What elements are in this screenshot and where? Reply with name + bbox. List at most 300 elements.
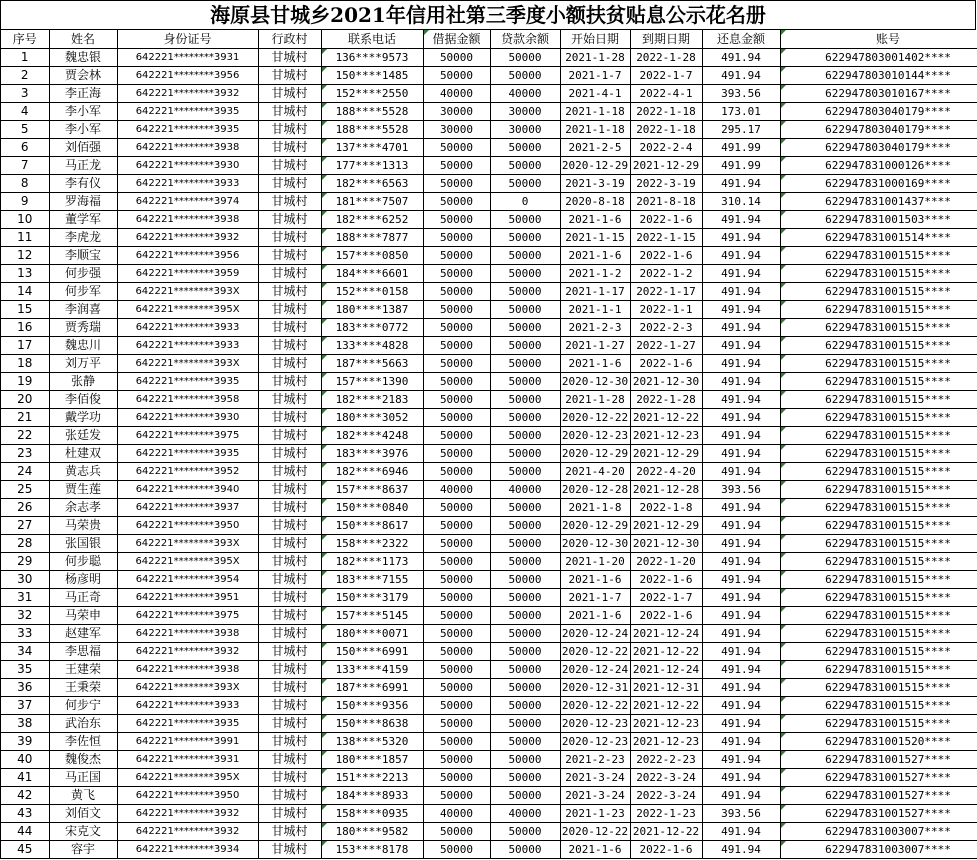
cell-balance[interactable]: 50000 — [490, 211, 560, 229]
cell-phone[interactable]: 182****6252 — [321, 211, 423, 229]
cell-loan-amount[interactable]: 50000 — [423, 499, 490, 517]
cell-village[interactable]: 甘城村 — [258, 265, 321, 283]
cell-due-date[interactable]: 2022-1-17 — [630, 283, 702, 301]
cell-name[interactable]: 何步强 — [49, 265, 117, 283]
cell-phone[interactable]: 180****1857 — [321, 751, 423, 769]
cell-start-date[interactable]: 2021-1-6 — [560, 607, 630, 625]
cell-seq[interactable]: 43 — [1, 805, 49, 823]
cell-seq[interactable]: 12 — [1, 247, 49, 265]
cell-seq[interactable]: 2 — [1, 67, 49, 85]
cell-id-number[interactable]: 642221********3975 — [117, 427, 258, 445]
cell-interest[interactable]: 491.94 — [702, 337, 780, 355]
cell-due-date[interactable]: 2021-12-22 — [630, 409, 702, 427]
cell-seq[interactable]: 38 — [1, 715, 49, 733]
cell-start-date[interactable]: 2020-12-30 — [560, 373, 630, 391]
cell-name[interactable]: 马正国 — [49, 769, 117, 787]
cell-phone[interactable]: 158****2322 — [321, 535, 423, 553]
cell-seq[interactable]: 3 — [1, 85, 49, 103]
cell-village[interactable]: 甘城村 — [258, 121, 321, 139]
cell-name[interactable]: 王秉荣 — [49, 679, 117, 697]
cell-village[interactable]: 甘城村 — [258, 823, 321, 841]
cell-id-number[interactable]: 642221********3933 — [117, 319, 258, 337]
cell-loan-amount[interactable]: 40000 — [423, 805, 490, 823]
cell-account[interactable]: 622947831001514**** — [780, 229, 977, 247]
cell-due-date[interactable]: 2021-8-18 — [630, 193, 702, 211]
cell-loan-amount[interactable]: 50000 — [423, 391, 490, 409]
cell-start-date[interactable]: 2021-1-23 — [560, 805, 630, 823]
cell-village[interactable]: 甘城村 — [258, 805, 321, 823]
cell-seq[interactable]: 5 — [1, 121, 49, 139]
cell-id-number[interactable]: 642221********3975 — [117, 607, 258, 625]
cell-start-date[interactable]: 2021-1-7 — [560, 589, 630, 607]
cell-loan-amount[interactable]: 50000 — [423, 283, 490, 301]
cell-balance[interactable]: 50000 — [490, 283, 560, 301]
cell-phone[interactable]: 177****1313 — [321, 157, 423, 175]
cell-account[interactable]: 622947831001515**** — [780, 589, 977, 607]
cell-phone[interactable]: 180****1387 — [321, 301, 423, 319]
cell-due-date[interactable]: 2021-12-22 — [630, 643, 702, 661]
cell-start-date[interactable]: 2021-1-8 — [560, 499, 630, 517]
cell-account[interactable]: 622947803010144**** — [780, 67, 977, 85]
cell-loan-amount[interactable]: 50000 — [423, 769, 490, 787]
cell-seq[interactable]: 34 — [1, 643, 49, 661]
cell-village[interactable]: 甘城村 — [258, 139, 321, 157]
cell-account[interactable]: 622947831001520**** — [780, 733, 977, 751]
cell-id-number[interactable]: 642221********3935 — [117, 103, 258, 121]
cell-id-number[interactable]: 642221********3933 — [117, 175, 258, 193]
cell-id-number[interactable]: 642221********3935 — [117, 121, 258, 139]
cell-start-date[interactable]: 2021-1-1 — [560, 301, 630, 319]
cell-name[interactable]: 何步军 — [49, 283, 117, 301]
cell-balance[interactable]: 50000 — [490, 373, 560, 391]
cell-account[interactable]: 622947831001515**** — [780, 481, 977, 499]
cell-name[interactable]: 王建荣 — [49, 661, 117, 679]
cell-account[interactable]: 622947831001527**** — [780, 751, 977, 769]
cell-balance[interactable]: 40000 — [490, 481, 560, 499]
cell-village[interactable]: 甘城村 — [258, 625, 321, 643]
cell-start-date[interactable]: 2020-12-23 — [560, 427, 630, 445]
cell-due-date[interactable]: 2022-1-7 — [630, 67, 702, 85]
cell-name[interactable]: 何步聪 — [49, 553, 117, 571]
cell-interest[interactable]: 491.94 — [702, 301, 780, 319]
cell-account[interactable]: 622947831001515**** — [780, 553, 977, 571]
cell-start-date[interactable]: 2020-12-29 — [560, 445, 630, 463]
cell-start-date[interactable]: 2021-1-7 — [560, 67, 630, 85]
cell-village[interactable]: 甘城村 — [258, 553, 321, 571]
cell-interest[interactable]: 310.14 — [702, 193, 780, 211]
cell-balance[interactable]: 50000 — [490, 391, 560, 409]
cell-balance[interactable]: 50000 — [490, 229, 560, 247]
cell-loan-amount[interactable]: 50000 — [423, 607, 490, 625]
cell-balance[interactable]: 50000 — [490, 139, 560, 157]
cell-interest[interactable]: 393.56 — [702, 805, 780, 823]
cell-interest[interactable]: 491.94 — [702, 643, 780, 661]
cell-account[interactable]: 622947831001503**** — [780, 211, 977, 229]
cell-village[interactable]: 甘城村 — [258, 607, 321, 625]
cell-account[interactable]: 622947803040179**** — [780, 121, 977, 139]
cell-name[interactable]: 戴学功 — [49, 409, 117, 427]
cell-loan-amount[interactable]: 50000 — [423, 337, 490, 355]
cell-interest[interactable]: 491.94 — [702, 49, 780, 67]
cell-seq[interactable]: 29 — [1, 553, 49, 571]
cell-village[interactable]: 甘城村 — [258, 463, 321, 481]
cell-village[interactable]: 甘城村 — [258, 535, 321, 553]
cell-start-date[interactable]: 2021-2-3 — [560, 319, 630, 337]
cell-village[interactable]: 甘城村 — [258, 193, 321, 211]
cell-balance[interactable]: 50000 — [490, 427, 560, 445]
cell-seq[interactable]: 15 — [1, 301, 49, 319]
cell-seq[interactable]: 22 — [1, 427, 49, 445]
cell-name[interactable]: 马正龙 — [49, 157, 117, 175]
cell-village[interactable]: 甘城村 — [258, 157, 321, 175]
cell-due-date[interactable]: 2022-1-15 — [630, 229, 702, 247]
cell-id-number[interactable]: 642221********3956 — [117, 247, 258, 265]
cell-account[interactable]: 622947831001515**** — [780, 607, 977, 625]
cell-name[interactable]: 李思福 — [49, 643, 117, 661]
cell-loan-amount[interactable]: 50000 — [423, 49, 490, 67]
cell-account[interactable]: 622947831000126**** — [780, 157, 977, 175]
cell-due-date[interactable]: 2022-4-1 — [630, 85, 702, 103]
cell-loan-amount[interactable]: 50000 — [423, 193, 490, 211]
cell-name[interactable]: 罗海福 — [49, 193, 117, 211]
cell-id-number[interactable]: 642221********3938 — [117, 625, 258, 643]
cell-id-number[interactable]: 642221********3931 — [117, 751, 258, 769]
cell-interest[interactable]: 491.94 — [702, 841, 780, 859]
cell-id-number[interactable]: 642221********3937 — [117, 499, 258, 517]
cell-name[interactable]: 马荣申 — [49, 607, 117, 625]
cell-due-date[interactable]: 2022-1-2 — [630, 265, 702, 283]
cell-due-date[interactable]: 2022-1-18 — [630, 121, 702, 139]
cell-start-date[interactable]: 2020-12-24 — [560, 625, 630, 643]
cell-balance[interactable]: 50000 — [490, 301, 560, 319]
cell-account[interactable]: 622947831001527**** — [780, 769, 977, 787]
cell-interest[interactable]: 491.94 — [702, 715, 780, 733]
cell-account[interactable]: 622947831001515**** — [780, 535, 977, 553]
cell-start-date[interactable]: 2021-3-24 — [560, 787, 630, 805]
cell-phone[interactable]: 157****8637 — [321, 481, 423, 499]
cell-start-date[interactable]: 2021-2-5 — [560, 139, 630, 157]
cell-phone[interactable]: 153****8178 — [321, 841, 423, 859]
cell-village[interactable]: 甘城村 — [258, 211, 321, 229]
cell-account[interactable]: 622947803010167**** — [780, 85, 977, 103]
cell-start-date[interactable]: 2021-1-2 — [560, 265, 630, 283]
cell-village[interactable]: 甘城村 — [258, 373, 321, 391]
cell-id-number[interactable]: 642221********395X — [117, 769, 258, 787]
cell-id-number[interactable]: 642221********3938 — [117, 139, 258, 157]
cell-loan-amount[interactable]: 50000 — [423, 751, 490, 769]
cell-due-date[interactable]: 2022-1-28 — [630, 391, 702, 409]
cell-seq[interactable]: 23 — [1, 445, 49, 463]
cell-phone[interactable]: 182****2183 — [321, 391, 423, 409]
cell-loan-amount[interactable]: 50000 — [423, 229, 490, 247]
cell-account[interactable]: 622947831001515**** — [780, 463, 977, 481]
cell-seq[interactable]: 27 — [1, 517, 49, 535]
cell-id-number[interactable]: 642221********3952 — [117, 463, 258, 481]
cell-village[interactable]: 甘城村 — [258, 175, 321, 193]
cell-due-date[interactable]: 2021-12-22 — [630, 697, 702, 715]
cell-loan-amount[interactable]: 50000 — [423, 445, 490, 463]
cell-interest[interactable]: 491.94 — [702, 283, 780, 301]
cell-interest[interactable]: 491.94 — [702, 427, 780, 445]
cell-phone[interactable]: 152****2550 — [321, 85, 423, 103]
cell-loan-amount[interactable]: 50000 — [423, 427, 490, 445]
cell-start-date[interactable]: 2020-12-29 — [560, 517, 630, 535]
cell-account[interactable]: 622947831001515**** — [780, 643, 977, 661]
cell-phone[interactable]: 150****9356 — [321, 697, 423, 715]
cell-start-date[interactable]: 2021-2-23 — [560, 751, 630, 769]
cell-id-number[interactable]: 642221********395X — [117, 553, 258, 571]
cell-start-date[interactable]: 2021-1-28 — [560, 49, 630, 67]
cell-id-number[interactable]: 642221********3938 — [117, 661, 258, 679]
cell-account[interactable]: 622947831001515**** — [780, 319, 977, 337]
cell-interest[interactable]: 491.94 — [702, 625, 780, 643]
cell-id-number[interactable]: 642221********3991 — [117, 733, 258, 751]
cell-name[interactable]: 刘佰强 — [49, 139, 117, 157]
column-header-loan-amount[interactable]: 借据金额 — [423, 30, 490, 49]
cell-start-date[interactable]: 2021-1-17 — [560, 283, 630, 301]
cell-balance[interactable]: 50000 — [490, 571, 560, 589]
cell-name[interactable]: 魏俊杰 — [49, 751, 117, 769]
cell-village[interactable]: 甘城村 — [258, 697, 321, 715]
cell-loan-amount[interactable]: 50000 — [423, 679, 490, 697]
cell-due-date[interactable]: 2022-2-3 — [630, 319, 702, 337]
cell-balance[interactable]: 40000 — [490, 805, 560, 823]
cell-due-date[interactable]: 2021-12-24 — [630, 625, 702, 643]
cell-account[interactable]: 622947831000169**** — [780, 175, 977, 193]
cell-phone[interactable]: 183****3976 — [321, 445, 423, 463]
cell-id-number[interactable]: 642221********393X — [117, 679, 258, 697]
cell-balance[interactable]: 50000 — [490, 49, 560, 67]
cell-id-number[interactable]: 642221********3934 — [117, 841, 258, 859]
cell-phone[interactable]: 151****2213 — [321, 769, 423, 787]
cell-balance[interactable]: 30000 — [490, 121, 560, 139]
cell-interest[interactable]: 491.94 — [702, 499, 780, 517]
cell-due-date[interactable]: 2022-1-23 — [630, 805, 702, 823]
cell-name[interactable]: 容宇 — [49, 841, 117, 859]
cell-due-date[interactable]: 2022-1-6 — [630, 841, 702, 859]
cell-id-number[interactable]: 642221********3930 — [117, 409, 258, 427]
cell-start-date[interactable]: 2020-8-18 — [560, 193, 630, 211]
cell-due-date[interactable]: 2022-1-28 — [630, 49, 702, 67]
cell-due-date[interactable]: 2021-12-23 — [630, 733, 702, 751]
cell-account[interactable]: 622947831001515**** — [780, 445, 977, 463]
cell-village[interactable]: 甘城村 — [258, 517, 321, 535]
cell-id-number[interactable]: 642221********393X — [117, 355, 258, 373]
cell-village[interactable]: 甘城村 — [258, 841, 321, 859]
cell-due-date[interactable]: 2021-12-29 — [630, 445, 702, 463]
cell-account[interactable]: 622947831001515**** — [780, 283, 977, 301]
cell-id-number[interactable]: 642221********3950 — [117, 787, 258, 805]
cell-interest[interactable]: 491.94 — [702, 769, 780, 787]
cell-interest[interactable]: 295.17 — [702, 121, 780, 139]
column-header-seq[interactable]: 序号 — [1, 30, 49, 49]
cell-seq[interactable]: 13 — [1, 265, 49, 283]
cell-loan-amount[interactable]: 50000 — [423, 139, 490, 157]
cell-account[interactable]: 622947831001515**** — [780, 571, 977, 589]
cell-seq[interactable]: 17 — [1, 337, 49, 355]
cell-start-date[interactable]: 2021-1-27 — [560, 337, 630, 355]
cell-account[interactable]: 622947831003007**** — [780, 841, 977, 859]
cell-due-date[interactable]: 2021-12-22 — [630, 823, 702, 841]
cell-name[interactable]: 张国银 — [49, 535, 117, 553]
cell-interest[interactable]: 491.94 — [702, 247, 780, 265]
cell-interest[interactable]: 173.01 — [702, 103, 780, 121]
cell-start-date[interactable]: 2020-12-31 — [560, 679, 630, 697]
cell-start-date[interactable]: 2021-3-24 — [560, 769, 630, 787]
cell-village[interactable]: 甘城村 — [258, 733, 321, 751]
cell-phone[interactable]: 137****4701 — [321, 139, 423, 157]
cell-loan-amount[interactable]: 50000 — [423, 409, 490, 427]
cell-balance[interactable]: 50000 — [490, 247, 560, 265]
cell-seq[interactable]: 4 — [1, 103, 49, 121]
cell-id-number[interactable]: 642221********3959 — [117, 265, 258, 283]
cell-village[interactable]: 甘城村 — [258, 589, 321, 607]
cell-start-date[interactable]: 2021-1-28 — [560, 391, 630, 409]
cell-due-date[interactable]: 2022-1-6 — [630, 211, 702, 229]
cell-phone[interactable]: 152****0158 — [321, 283, 423, 301]
cell-seq[interactable]: 20 — [1, 391, 49, 409]
cell-phone[interactable]: 188****5528 — [321, 121, 423, 139]
cell-account[interactable]: 622947831001515**** — [780, 265, 977, 283]
cell-balance[interactable]: 50000 — [490, 733, 560, 751]
cell-village[interactable]: 甘城村 — [258, 427, 321, 445]
cell-phone[interactable]: 187****6991 — [321, 679, 423, 697]
cell-start-date[interactable]: 2021-1-6 — [560, 211, 630, 229]
cell-seq[interactable]: 11 — [1, 229, 49, 247]
cell-phone[interactable]: 133****4159 — [321, 661, 423, 679]
cell-id-number[interactable]: 642221********3932 — [117, 643, 258, 661]
cell-account[interactable]: 622947831001515**** — [780, 301, 977, 319]
cell-loan-amount[interactable]: 40000 — [423, 85, 490, 103]
cell-name[interactable]: 黄志兵 — [49, 463, 117, 481]
cell-start-date[interactable]: 2020-12-22 — [560, 697, 630, 715]
cell-loan-amount[interactable]: 50000 — [423, 175, 490, 193]
cell-name[interactable]: 贾秀瑞 — [49, 319, 117, 337]
cell-seq[interactable]: 28 — [1, 535, 49, 553]
cell-name[interactable]: 李顺宝 — [49, 247, 117, 265]
cell-seq[interactable]: 30 — [1, 571, 49, 589]
cell-seq[interactable]: 42 — [1, 787, 49, 805]
cell-seq[interactable]: 24 — [1, 463, 49, 481]
cell-start-date[interactable]: 2020-12-23 — [560, 733, 630, 751]
cell-name[interactable]: 杨彦明 — [49, 571, 117, 589]
cell-loan-amount[interactable]: 50000 — [423, 823, 490, 841]
cell-phone[interactable]: 136****9573 — [321, 49, 423, 67]
cell-balance[interactable]: 50000 — [490, 625, 560, 643]
cell-village[interactable]: 甘城村 — [258, 715, 321, 733]
cell-name[interactable]: 李佰俊 — [49, 391, 117, 409]
cell-id-number[interactable]: 642221********3932 — [117, 85, 258, 103]
cell-account[interactable]: 622947831001515**** — [780, 391, 977, 409]
cell-loan-amount[interactable]: 50000 — [423, 697, 490, 715]
cell-phone[interactable]: 133****4828 — [321, 337, 423, 355]
cell-loan-amount[interactable]: 50000 — [423, 841, 490, 859]
cell-id-number[interactable]: 642221********3951 — [117, 589, 258, 607]
cell-phone[interactable]: 183****0772 — [321, 319, 423, 337]
cell-phone[interactable]: 157****0850 — [321, 247, 423, 265]
cell-seq[interactable]: 26 — [1, 499, 49, 517]
cell-name[interactable]: 张静 — [49, 373, 117, 391]
cell-account[interactable]: 622947831001515**** — [780, 499, 977, 517]
cell-account[interactable]: 622947831001515**** — [780, 517, 977, 535]
cell-balance[interactable]: 50000 — [490, 751, 560, 769]
cell-interest[interactable]: 393.56 — [702, 481, 780, 499]
cell-balance[interactable]: 50000 — [490, 265, 560, 283]
cell-start-date[interactable]: 2020-12-29 — [560, 157, 630, 175]
cell-interest[interactable]: 491.94 — [702, 823, 780, 841]
cell-interest[interactable]: 491.94 — [702, 751, 780, 769]
cell-phone[interactable]: 138****5320 — [321, 733, 423, 751]
cell-name[interactable]: 贾会林 — [49, 67, 117, 85]
cell-account[interactable]: 622947831001515**** — [780, 661, 977, 679]
cell-loan-amount[interactable]: 50000 — [423, 355, 490, 373]
cell-start-date[interactable]: 2021-1-18 — [560, 121, 630, 139]
cell-seq[interactable]: 33 — [1, 625, 49, 643]
cell-village[interactable]: 甘城村 — [258, 247, 321, 265]
cell-account[interactable]: 622947831001515**** — [780, 337, 977, 355]
cell-name[interactable]: 赵建军 — [49, 625, 117, 643]
cell-seq[interactable]: 45 — [1, 841, 49, 859]
cell-name[interactable]: 余志孝 — [49, 499, 117, 517]
cell-phone[interactable]: 182****6563 — [321, 175, 423, 193]
cell-interest[interactable]: 491.94 — [702, 319, 780, 337]
cell-seq[interactable]: 31 — [1, 589, 49, 607]
cell-account[interactable]: 622947803001402**** — [780, 49, 977, 67]
cell-phone[interactable]: 183****7155 — [321, 571, 423, 589]
cell-account[interactable]: 622947831003007**** — [780, 823, 977, 841]
column-header-id-number[interactable]: 身份证号 — [117, 30, 258, 49]
cell-seq[interactable]: 39 — [1, 733, 49, 751]
cell-account[interactable]: 622947831001515**** — [780, 625, 977, 643]
cell-loan-amount[interactable]: 50000 — [423, 733, 490, 751]
column-header-due-date[interactable]: 到期日期 — [630, 30, 702, 49]
cell-name[interactable]: 李正海 — [49, 85, 117, 103]
cell-name[interactable]: 马荣贵 — [49, 517, 117, 535]
cell-loan-amount[interactable]: 50000 — [423, 265, 490, 283]
cell-village[interactable]: 甘城村 — [258, 391, 321, 409]
cell-balance[interactable]: 50000 — [490, 463, 560, 481]
cell-loan-amount[interactable]: 50000 — [423, 319, 490, 337]
cell-due-date[interactable]: 2022-3-24 — [630, 787, 702, 805]
cell-interest[interactable]: 491.94 — [702, 409, 780, 427]
cell-account[interactable]: 622947831001515**** — [780, 679, 977, 697]
cell-loan-amount[interactable]: 50000 — [423, 463, 490, 481]
cell-start-date[interactable]: 2021-1-6 — [560, 571, 630, 589]
column-header-balance[interactable]: 贷款余额 — [490, 30, 560, 49]
cell-id-number[interactable]: 642221********3935 — [117, 445, 258, 463]
cell-interest[interactable]: 491.94 — [702, 679, 780, 697]
cell-start-date[interactable]: 2021-1-6 — [560, 247, 630, 265]
column-header-start-date[interactable]: 开始日期 — [560, 30, 630, 49]
cell-account[interactable]: 622947831001515**** — [780, 715, 977, 733]
cell-village[interactable]: 甘城村 — [258, 499, 321, 517]
cell-seq[interactable]: 37 — [1, 697, 49, 715]
cell-balance[interactable]: 50000 — [490, 355, 560, 373]
cell-phone[interactable]: 150****6991 — [321, 643, 423, 661]
cell-balance[interactable]: 50000 — [490, 445, 560, 463]
cell-id-number[interactable]: 642221********3930 — [117, 157, 258, 175]
cell-balance[interactable]: 50000 — [490, 841, 560, 859]
cell-phone[interactable]: 150****8617 — [321, 517, 423, 535]
cell-loan-amount[interactable]: 50000 — [423, 301, 490, 319]
cell-loan-amount[interactable]: 50000 — [423, 643, 490, 661]
cell-interest[interactable]: 491.94 — [702, 211, 780, 229]
cell-start-date[interactable]: 2020-12-22 — [560, 823, 630, 841]
cell-id-number[interactable]: 642221********3954 — [117, 571, 258, 589]
column-header-interest[interactable]: 还息金额 — [702, 30, 780, 49]
cell-due-date[interactable]: 2021-12-29 — [630, 517, 702, 535]
cell-loan-amount[interactable]: 50000 — [423, 535, 490, 553]
